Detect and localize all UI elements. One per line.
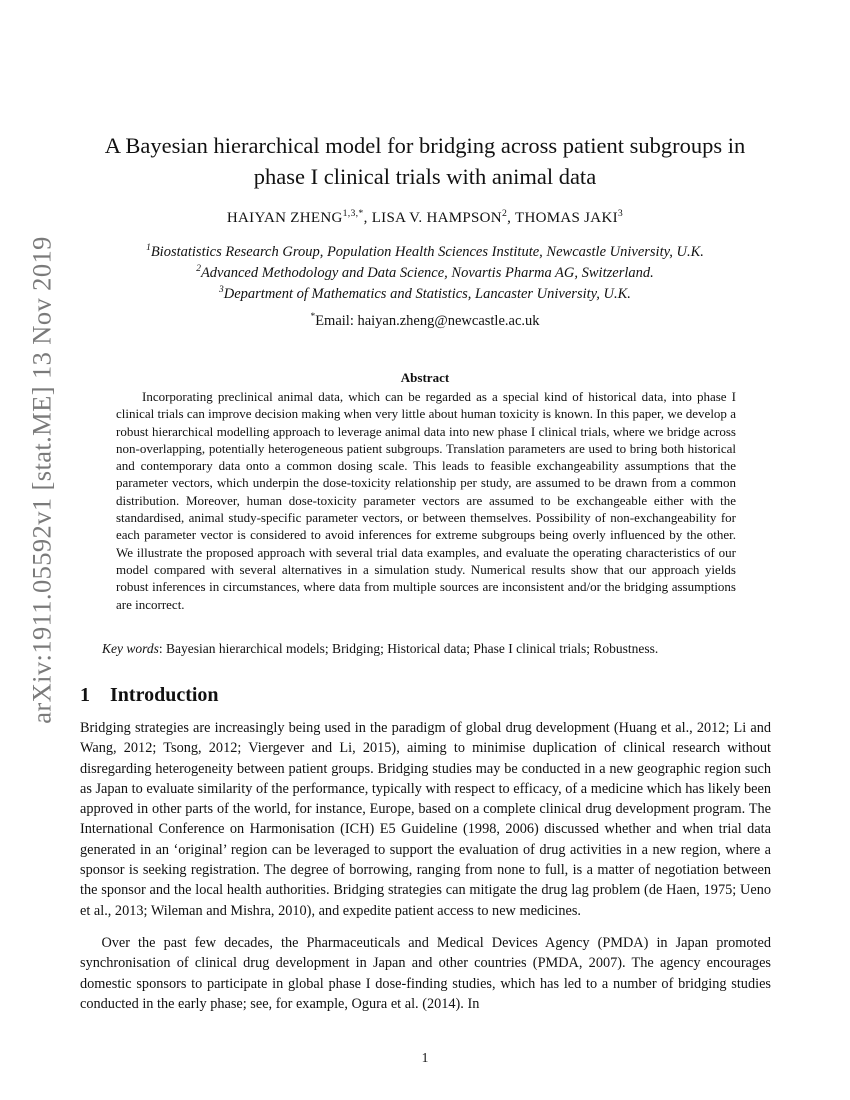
body-paragraph: Bridging strategies are increasingly being used in the paradigm of global drug development (Huang et al., 2012; Li and Wang, 2012; Tsong, 2012; Viergever and Li, 2015), aiming to minimise duplication of clinical research without disregarding heterogeneity between patient groups. Bridging studies may be conducted in a new geographic region such as Japan to evaluate similarity of the performance, typically with respect to efficacy, of a medicine which has likely been approved in other parts of the world, for instance, Europe, based on a complete clinical drug development program. The International Conference on Harmonisation (ICH) E5 Guideline (1998, 2006) discussed whether and when trial data generated in an ‘original’ region can be leveraged to support the evaluation of drug activities in a new region, where a sponsor is seeking registration. The degree of borrowing, ranging from none to full, is a matter of negotiation between the sponsor and the local health authorities. Bridging strategies can mitigate the drug lag problem (de Haen, 1975; Ueno et al., 2013; Wileman and Mishra, 2010), and expedite patient access to new medicines. <box>80 720 771 919</box>
author-list <box>80 210 770 227</box>
author-superscript: 3 <box>617 208 624 219</box>
affiliations <box>80 242 770 305</box>
section-title: Introduction <box>110 684 219 706</box>
affiliation <box>80 284 770 305</box>
corresponding-email <box>80 313 770 330</box>
author-separator: , <box>507 210 515 226</box>
email-text[interactable]: Email: haiyan.zheng@newcastle.ac.uk <box>315 313 540 329</box>
author-superscript: 2 <box>501 208 508 219</box>
author-name: LISA V. HAMPSON <box>371 210 502 226</box>
section-body <box>80 718 771 1014</box>
abstract-heading: Abstract <box>400 370 450 385</box>
affiliation <box>80 263 770 284</box>
abstract-body <box>116 388 736 613</box>
page-number: 1 <box>421 1050 429 1065</box>
affiliation-text: Department of Mathematics and Statistics, Lancaster University, U.K. <box>223 286 631 302</box>
author-name: THOMAS JAKI <box>514 210 618 226</box>
affiliation-number: 3 <box>219 285 224 296</box>
author-separator: , <box>363 210 372 226</box>
affiliation-number: 1 <box>146 243 151 254</box>
affiliation <box>80 242 770 263</box>
affiliation-number: 2 <box>196 264 201 275</box>
body-paragraph: Over the past few decades, the Pharmaceuticals and Medical Devices Agency (PMDA) in Japan promoted synchronisation of clinical drug development in Japan and other countries (PMDA, 2007). The agency encourages domestic sponsors to participate in global phase I dose-finding studies, which has led to a number of bridging studies conducted in the early phase; see, for example, Ogura et al. (2014). In <box>80 934 771 1012</box>
arxiv-identifier[interactable]: arXiv:1911.05592v1 [stat.ME] 13 Nov 2019 <box>26 236 57 724</box>
keywords <box>102 641 782 657</box>
author-name: HAIYAN ZHENG <box>226 210 343 226</box>
paper-title <box>80 130 770 192</box>
section-number: 1 <box>80 684 90 706</box>
keywords-label: Key words <box>102 641 159 656</box>
author-superscript: 1,3,* <box>342 208 364 219</box>
email-marker: * <box>310 312 316 323</box>
title-line-1: A Bayesian hierarchical model for bridging across patient subgroups in <box>104 133 746 158</box>
abstract-text: Incorporating preclinical animal data, which can be regarded as a special kind of historical data, into phase I clinical trials can improve decision making when very little about human toxicity is known. In this paper, we develop a robust hierarchical modelling approach to leverage animal data into new phase I clinical trials, where we bridge across non-overlapping, potentially heterogeneous patient subgroups. Translation parameters are used to bring both historical and contemporary data onto a common dosing scale. This leads to feasible exchangeability assumptions that the parameter vectors, which underpin the dose-toxicity relationship per study, are assumed to be drawn from a common distribution. Moreover, human dose-toxicity parameter vectors are assumed to be exchangeable either with the standardised, animal study-specific parameter vectors, or between themselves. Possibility of non-exchangeability for each parameter vector is considered to avoid inferences for extreme subgroups being overly influenced by the other. We illustrate the proposed approach with several trial data examples, and evaluate the operating characteristics of our model compared with several alternatives in a simulation study. Numerical results show that our approach yields robust inferences in circumstances, where data from multiple sources are inconsistent and/or the bridging assumptions are incorrect. <box>116 389 736 612</box>
title-line-2: phase I clinical trials with animal data <box>253 164 597 189</box>
section-heading <box>80 684 219 707</box>
affiliation-text: Biostatistics Research Group, Population Health Sciences Institute, Newcastle University, U.K. <box>150 244 704 260</box>
keywords-text: : Bayesian hierarchical models; Bridging; Historical data; Phase I clinical trials; Robustness. <box>158 641 659 656</box>
affiliation-text: Advanced Methodology and Data Science, Novartis Pharma AG, Switzerland. <box>200 265 654 281</box>
